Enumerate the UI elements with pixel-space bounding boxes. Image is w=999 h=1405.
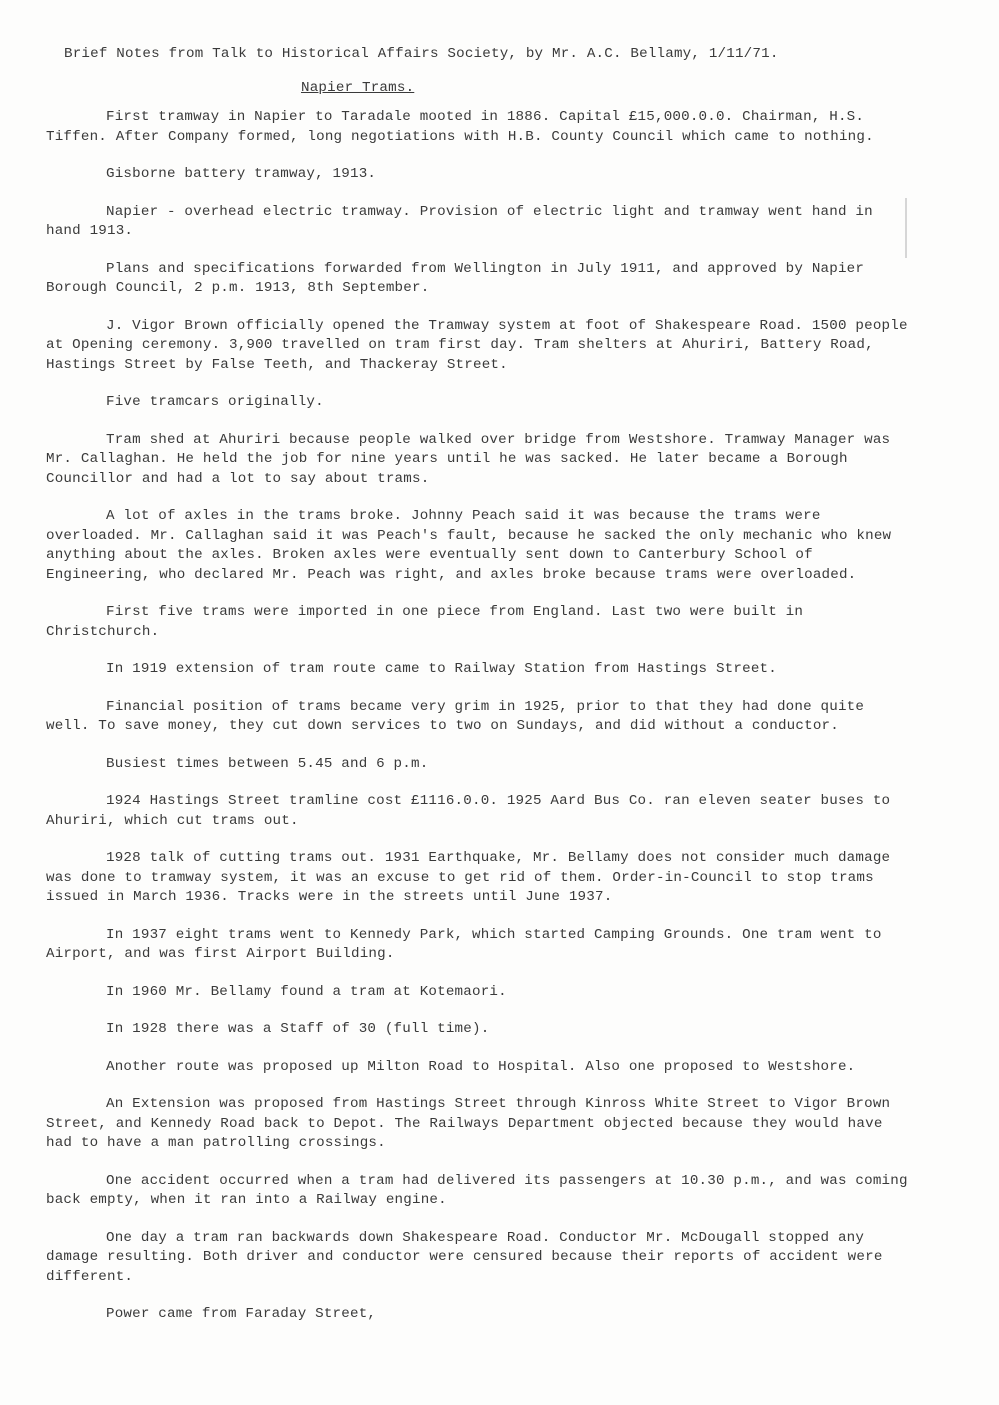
paragraph: Financial position of trams became very grim in 1925, prior to that they had done quite well. To save money, they cut down services to two on Sundays, and did without a conductor. <box>46 698 865 734</box>
paragraph: First five trams were imported in one piece from England. Last two were built in Christchurch. <box>46 604 804 640</box>
paragraph: Another route was proposed up Milton Road to Hospital. Also one proposed to Westshore. <box>106 1058 856 1075</box>
paragraph: Tram shed at Ahuriri because people walked over bridge from Westshore. Tramway Manager was Mr. Callaghan. He held the job for nine years until he was sacked. He later became a Borough Councillor and had a lot to say about trams. <box>46 431 891 487</box>
paragraph: Five tramcars originally. <box>106 394 324 410</box>
document-title: Napier Trams. <box>301 80 415 96</box>
paragraph: In 1937 eight trams went to Kennedy Park, which started Camping Grounds. One tram went to Airport, and was first Airport Building. <box>46 926 882 962</box>
paragraph: Gisborne battery tramway, 1913. <box>106 166 377 182</box>
paragraph: First tramway in Napier to Taradale mooted in 1886. Capital £15,000.0.0. Chairman, H.S. Tiffen. After Company formed, long negotiations with H.B. County Council which came to nothing. <box>46 109 874 145</box>
paragraph: A lot of axles in the trams broke. Johnny Peach said it was because the trams were overloaded. Mr. Callaghan said it was Peach's fault, because he sacked the only mechanic who knew anything about the axles. Broken axles were eventually sent down to Canterbury School of Engineering, who declared Mr. Peach was right, and axles broke because trams were overloaded. <box>46 508 892 583</box>
paragraph: One day a tram ran backwards down Shakespeare Road. Conductor Mr. McDougall stopped any damage resulting. Both driver and conductor were censured because their reports of accident were different. <box>46 1229 883 1285</box>
paragraph: 1928 talk of cutting trams out. 1931 Earthquake, Mr. Bellamy does not consider much damage was done to tramway system, it was an excuse to get rid of them. Order-in-Council to stop trams issued in March 1936. Tracks were in the streets until June 1937. <box>46 850 891 905</box>
paragraph: An Extension was proposed from Hastings Street through Kinross White Street to Vigor Brown Street, and Kennedy Road back to Depot. The Railways Department objected because they would have had to have a man patrolling crossings. <box>46 1096 891 1151</box>
paragraph: J. Vigor Brown officially opened the Tramway system at foot of Shakespeare Road. 1500 people at Opening ceremony. 3,900 travelled on tram first day. Tram shelters at Ahuriri, Battery Road, Hastings Street by False Teeth, and Thackeray Street. <box>46 317 908 373</box>
paragraph: Plans and specifications forwarded from Wellington in July 1911, and approved by Napier Borough Council, 2 p.m. 1913, 8th September. <box>46 260 865 296</box>
document-header: Brief Notes from Talk to Historical Affairs Society, by Mr. A.C. Bellamy, 1/11/71. <box>64 46 779 62</box>
document-body <box>46 44 912 1343</box>
paragraph: In 1960 Mr. Bellamy found a tram at Kotemaori. <box>106 983 507 1000</box>
paragraph: In 1928 there was a Staff of 30 (full time). <box>106 1021 490 1037</box>
paragraph: Power came from Faraday Street, <box>106 1306 377 1322</box>
paragraph: Busiest times between 5.45 and 6 p.m. <box>106 755 429 772</box>
paragraph: 1924 Hastings Street tramline cost £1116.0.0. 1925 Aard Bus Co. ran eleven seater buses to Ahuriri, which cut trams out. <box>46 793 891 829</box>
paragraph: Napier - overhead electric tramway. Provision of electric light and tramway went hand in hand 1913. <box>46 203 873 239</box>
paragraph: One accident occurred when a tram had delivered its passengers at 10.30 p.m., and was coming back empty, when it ran into a Railway engine. <box>46 1172 908 1208</box>
paragraph: In 1919 extension of tram route came to Railway Station from Hastings Street. <box>106 661 777 677</box>
